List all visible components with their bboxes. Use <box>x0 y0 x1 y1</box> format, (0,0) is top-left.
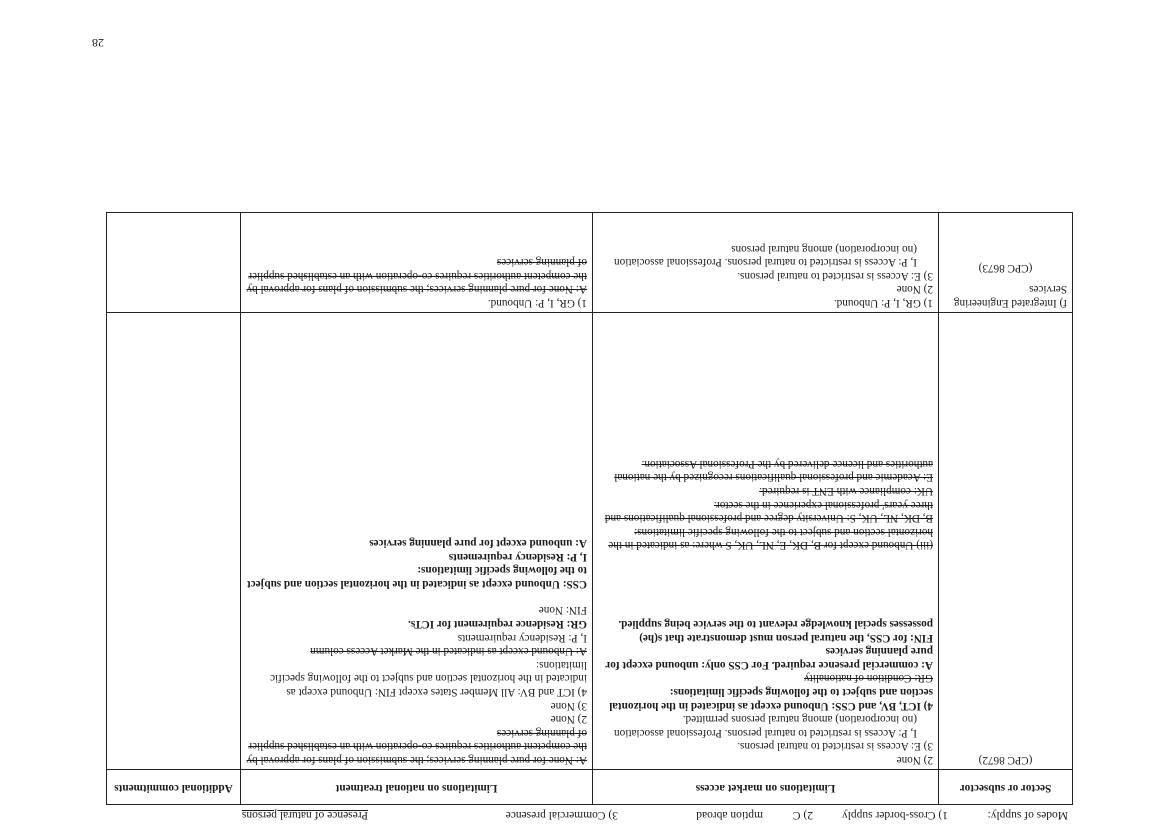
nt-item: A: None for pure planning services; the submission of plans for approval by the competent authorities requires co-operation with an established supplier of planning services <box>246 256 587 296</box>
additional-cell <box>107 313 241 770</box>
nt-item: I, P: Residency requirements <box>448 550 587 563</box>
sector-cell <box>939 213 1073 313</box>
modes-of-supply-line <box>68 805 1068 827</box>
nt-item: A: unbound except for pure planning services <box>369 537 587 550</box>
national-treatment-cell <box>241 313 593 770</box>
nt-item: 4) ICT and BV: All Member States except FIN: Unbound except as indicated in the horizontal section and subject to the following specific limitations: <box>270 658 587 699</box>
commitments-table <box>106 212 1073 805</box>
ma-item: 1) GR, I, P: Unbound. <box>833 297 933 309</box>
header-sector: Sector or subsector <box>939 770 1073 805</box>
ma-item: 3) E: Access is restricted to natural persons. <box>737 740 933 753</box>
header-national-treatment: Limitations on national treatment <box>241 770 593 805</box>
market-access-cell <box>593 213 939 313</box>
nt-item: 2) None <box>550 713 587 726</box>
nt-item: FIN: None <box>538 604 587 617</box>
nt-item: GR: Residence requirement for ICTs. <box>408 618 587 631</box>
nt-item: 3) None <box>550 699 587 712</box>
ma-item: I, P: Access is restricted to natural persons. Professional association (no incorporation) among natural persons permitted. <box>614 713 917 739</box>
additional-cell <box>107 213 241 313</box>
market-access-cell <box>593 313 939 770</box>
ma-item: E: Academic and professional qualifications recognized by the national authorities and licence delivered by the Professional Association. <box>614 457 933 484</box>
cpc-code: (CPC 8673) <box>978 261 1033 274</box>
mode-1: 1) Cross-border supply <box>841 809 948 821</box>
ma-item: UK: compliance with ENT is required. <box>759 485 933 498</box>
ma-item: I, P: Access is restricted to natural persons. Professional association (no incorporation) among natural persons <box>614 242 917 269</box>
table-row <box>107 313 1073 770</box>
mode-2-cont: mption abroad <box>696 809 763 821</box>
header-market-access: Limitations on market access <box>593 770 939 805</box>
ma-item: (iii) Unbound except for B, DK, E, NL, UK, S where: as indicated in the horizontal section and subject to the following specific limitations: <box>608 525 933 552</box>
sector-name: f) Integrated Engineering Services <box>953 283 1067 309</box>
modes-label: Modes of supply: <box>987 809 1068 821</box>
header-additional: Additional commitments <box>107 770 241 805</box>
nt-item: A: Unbound except as indicated in the Market Access column <box>310 645 587 658</box>
table-header-row <box>107 770 1073 805</box>
ma-item: 4) ICT, BV, and CSS: Unbound except as indicated in the horizontal section and subject to the following specific limitations: <box>609 686 933 712</box>
ma-item: A: commercial presence required. For CSS only: unbound except for pure planning services <box>605 645 933 671</box>
ma-item: 2) None <box>896 283 933 296</box>
ma-item: 3) E: Access is restricted to natural persons. <box>737 269 933 282</box>
cpc-code: (CPC 8672) <box>978 754 1033 766</box>
nt-item: CSS: Unbound except as indicated in the horizontal section and subject to the following specific limitations: <box>246 564 587 590</box>
mode-3: 3) Commercial presence <box>505 809 618 821</box>
nt-item: 1) GR, I, P: Unbound. <box>487 297 587 309</box>
ma-item: B, DK, NL, UK, S: University degree and professional qualifications and three years' professional experience in the sector. <box>604 498 933 525</box>
ma-item: FIN: for CSS, the natural person must demonstrate that s(he) possesses special knowledge relevant to the service being supplied. <box>618 618 933 644</box>
nt-item: I, P: Residency requirements <box>457 631 587 644</box>
national-treatment-cell <box>241 213 593 313</box>
mode-4: Presence of natural persons <box>241 809 368 821</box>
sector-cell <box>939 313 1073 770</box>
page-number: 28 <box>92 36 104 50</box>
mode-2: 2) C <box>792 809 813 821</box>
ma-item: GR: Condition of nationality <box>804 672 933 685</box>
ma-item: 2) None <box>896 754 933 766</box>
nt-item: A: None for pure planning services; the submission of plans for approval by the competent authorities requires co-operation with an established supplier of planning services <box>246 726 587 766</box>
table-row <box>107 213 1073 313</box>
